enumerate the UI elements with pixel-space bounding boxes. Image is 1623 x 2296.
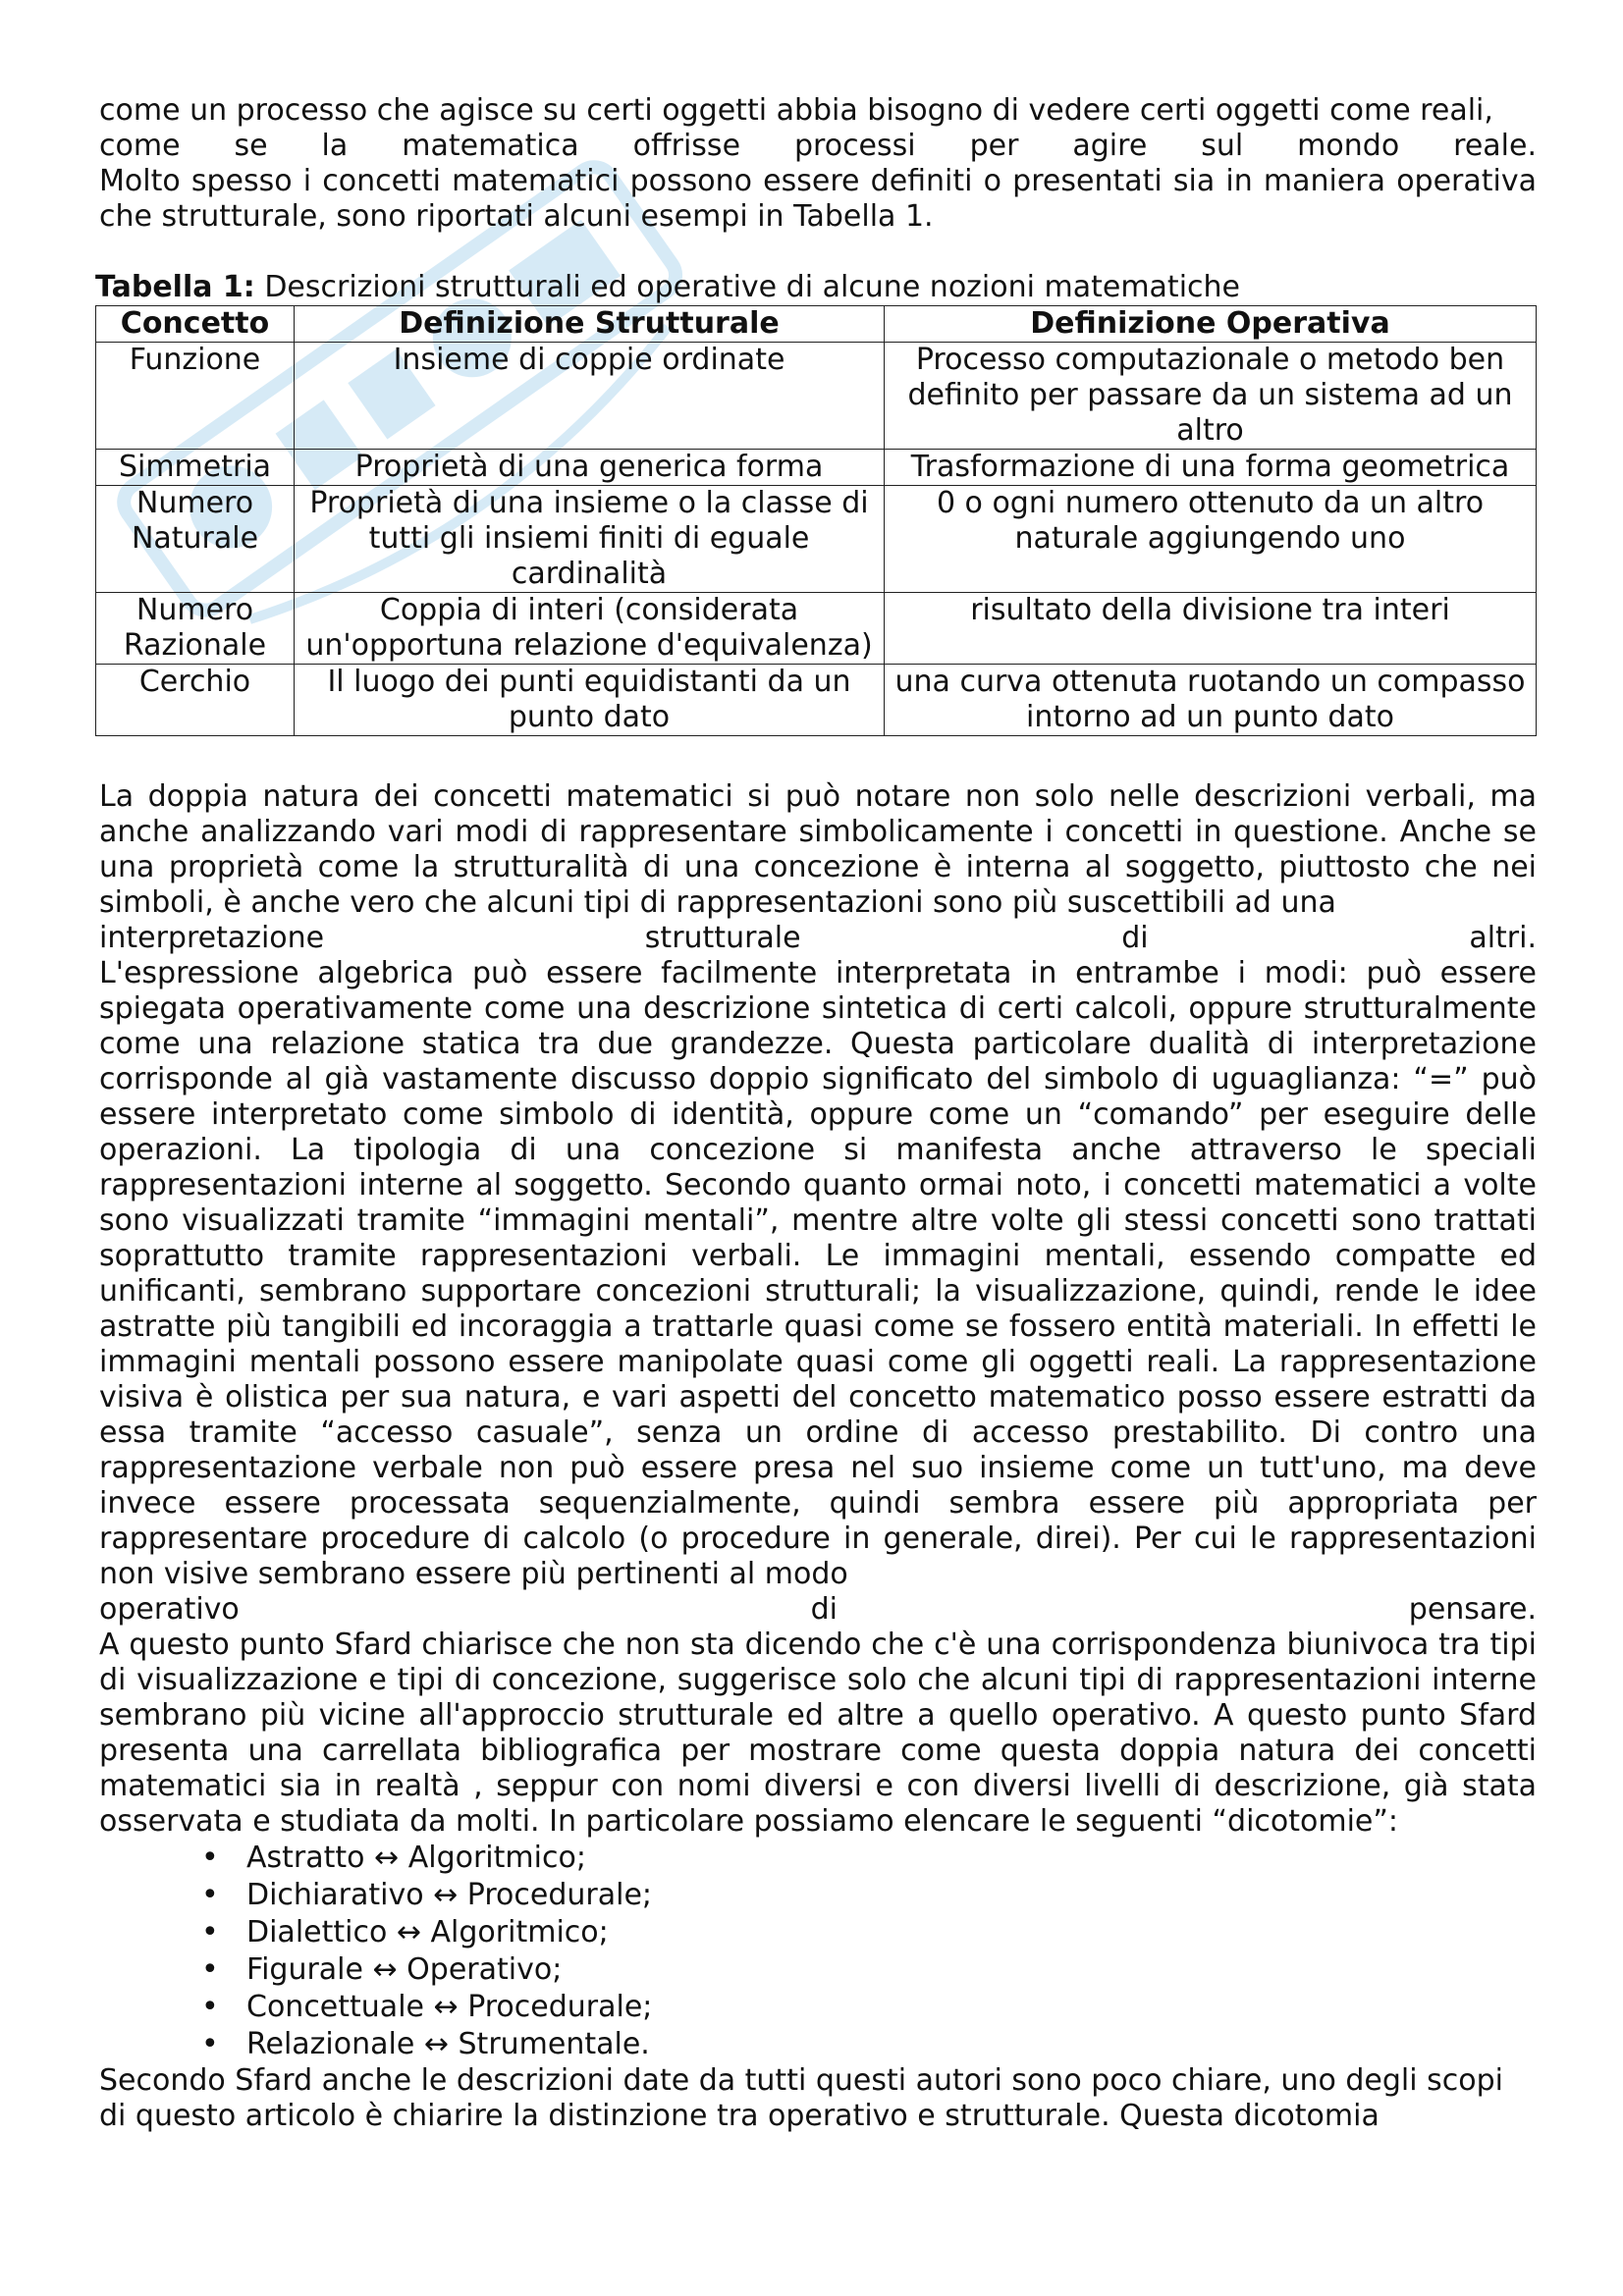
table-row	[96, 450, 1537, 486]
cell-concept: Numero Naturale	[96, 486, 295, 593]
paragraph-sfard: A questo punto Sfard chiarisce che non sta dicendo che c'è una corrispondenza biunivoca tra tipi di visualizzazione e tipi di concezione, suggerisce solo che alcuni tipi di rappresentazioni interne sembrano più vicine all'approccio strutturale ed altre a quello operativo. A questo punto Sfard presenta una carrellata bibliografica per mostrare come questa doppia natura dei concetti matematici sia in realtà , seppur con nomi diversi e con diversi livelli di descrizione, già stata osservata e studiata da molti. In particolare possiamo elencare le seguenti “dicotomie”:	[99, 1628, 1537, 1839]
cell-operative: Trasformazione di una forma geometrica	[885, 450, 1537, 486]
paragraph-final: Secondo Sfard anche le descrizioni date da tutti questi autori sono poco chiare, uno degli scopi di questo articolo è chiarire la distinzione tra operativo e strutturale. Questa dicotomia	[99, 2063, 1503, 2133]
table-row	[96, 486, 1537, 593]
paragraph-espressione-algebrica: L'espressione algebrica può essere facilmente interpretata in entrambe i modi: può essere spiegata operativamente come una descrizione sintetica di certi calcoli, oppure strutturalmente come una relazione statica tra due grandezze. Questa particolare dualità di interpretazione corrisponde al già vastamente discusso doppio significato del simbolo di uguaglianza: “=” può essere interpretato come simbolo di identità, oppure come un “comando” per eseguire delle operazioni. La tipologia di una concezione si manifesta anche attraverso le speciali rappresentazioni interne al soggetto. Secondo quanto ormai noto, i concetti matematici a volte sono visualizzati tramite “immagini mentali”, mentre altre volte gli stessi concetti sono trattati soprattutto tramite rappresentazioni verbali. Le immagini mentali, essendo compatte ed unificanti, sembrano supportare concezioni strutturali; la visualizzazione, quindi, rende le idee astratte più tangibili ed incoraggia a trattarle quasi come se fossero entità materiali. In effetti le immagini mentali possono essere manipolate quasi come gli oggetti reali. La rappresentazione visiva è olistica per sua natura, e vari aspetti del concetto matematico posso essere estratti da essa tramite “accesso casuale”, senza un ordine di accesso prestabilito. Di contro una rappresentazione verbale non può essere presa nel suo insieme come un tutt'uno, ma deve invece essere processata sequenzialmente, quindi sembra essere più appropriata per rappresentare procedure di calcolo (o procedure in generale, direi). Per cui le rappresentazioni non visive sembrano essere più pertinenti al modo	[99, 956, 1537, 1591]
table-caption-label: Tabella 1:	[95, 270, 255, 304]
table-header-row	[96, 306, 1537, 343]
bullet-icon: •	[201, 1878, 219, 1912]
paragraph-espressione-end: operativo di pensare.	[99, 1592, 1537, 1627]
paragraph-top-line-3: Molto spesso i concetti matematici possono essere definiti o presentati sia in maniera operativa che strutturale, sono riportati alcuni esempi in Tabella 1.	[99, 164, 1537, 234]
definitions-table	[95, 305, 1537, 736]
cell-structural: Proprietà di una insieme o la classe di tutti gli insiemi finiti di eguale cardinalità	[295, 486, 885, 593]
cell-operative: 0 o ogni numero ottenuto da un altro naturale aggiungendo uno	[885, 486, 1537, 593]
table-row	[96, 593, 1537, 665]
bullet-icon: •	[201, 1915, 219, 1949]
dichotomies-list	[99, 1840, 1537, 2063]
cell-structural: Coppia di interi (considerata un'opportuna relazione d'equivalenza)	[295, 593, 885, 665]
list-item: • Concettuale ↔ Procedurale;	[201, 1990, 653, 2024]
bullet-icon: •	[201, 1952, 219, 1987]
document-page	[95, 93, 1537, 2134]
list-item: • Relazionale ↔ Strumentale.	[201, 2027, 650, 2061]
header-concetto: Concetto	[96, 306, 295, 343]
cell-concept: Funzione	[96, 343, 295, 450]
bullet-icon: •	[201, 1841, 219, 1875]
paragraph-doppia-natura: La doppia natura dei concetti matematici si può notare non solo nelle descrizioni verbali, ma anche analizzando vari modi di rappresentare simbolicamente i concetti in questione. Anche se una proprietà come la strutturalità di una concezione è interna al soggetto, piuttosto che nei simboli, è anche vero che alcuni tipi di rappresentazioni sono più suscettibili ad una	[99, 779, 1537, 920]
list-item: • Dialettico ↔ Algoritmico;	[201, 1915, 609, 1949]
paragraph-top-line-2: come se la matematica offrisse processi per agire sul mondo reale.	[99, 129, 1537, 163]
cell-concept: Cerchio	[96, 665, 295, 736]
cell-concept: Numero Razionale	[96, 593, 295, 665]
list-item: • Astratto ↔ Algoritmico;	[201, 1841, 586, 1875]
cell-concept: Simmetria	[96, 450, 295, 486]
table-caption	[95, 270, 1537, 305]
paragraph-doppia-natura-end: interpretazione strutturale di altri.	[99, 921, 1537, 955]
table-caption-text: Descrizioni strutturali ed operative di alcune nozioni matematiche	[254, 270, 1240, 304]
cell-operative: una curva ottenuta ruotando un compasso intorno ad un punto dato	[885, 665, 1537, 736]
bullet-icon: •	[201, 1990, 219, 2024]
cell-operative: Processo computazionale o metodo ben definito per passare da un sistema ad un altro	[885, 343, 1537, 450]
cell-structural: Proprietà di una generica forma	[295, 450, 885, 486]
table-row	[96, 343, 1537, 450]
list-item: • Figurale ↔ Operativo;	[201, 1952, 563, 1987]
cell-operative: risultato della divisione tra interi	[885, 593, 1537, 665]
paragraph-top-line-1: come un processo che agisce su certi oggetti abbia bisogno di vedere certi oggetti come reali,	[99, 93, 1493, 128]
bullet-icon: •	[201, 2027, 219, 2061]
table-row	[96, 665, 1537, 736]
cell-structural: Insieme di coppie ordinate	[295, 343, 885, 450]
cell-structural: Il luogo dei punti equidistanti da un punto dato	[295, 665, 885, 736]
header-strutturale: Definizione Strutturale	[295, 306, 885, 343]
list-item: • Dichiarativo ↔ Procedurale;	[201, 1878, 653, 1912]
header-operativa: Definizione Operativa	[885, 306, 1537, 343]
